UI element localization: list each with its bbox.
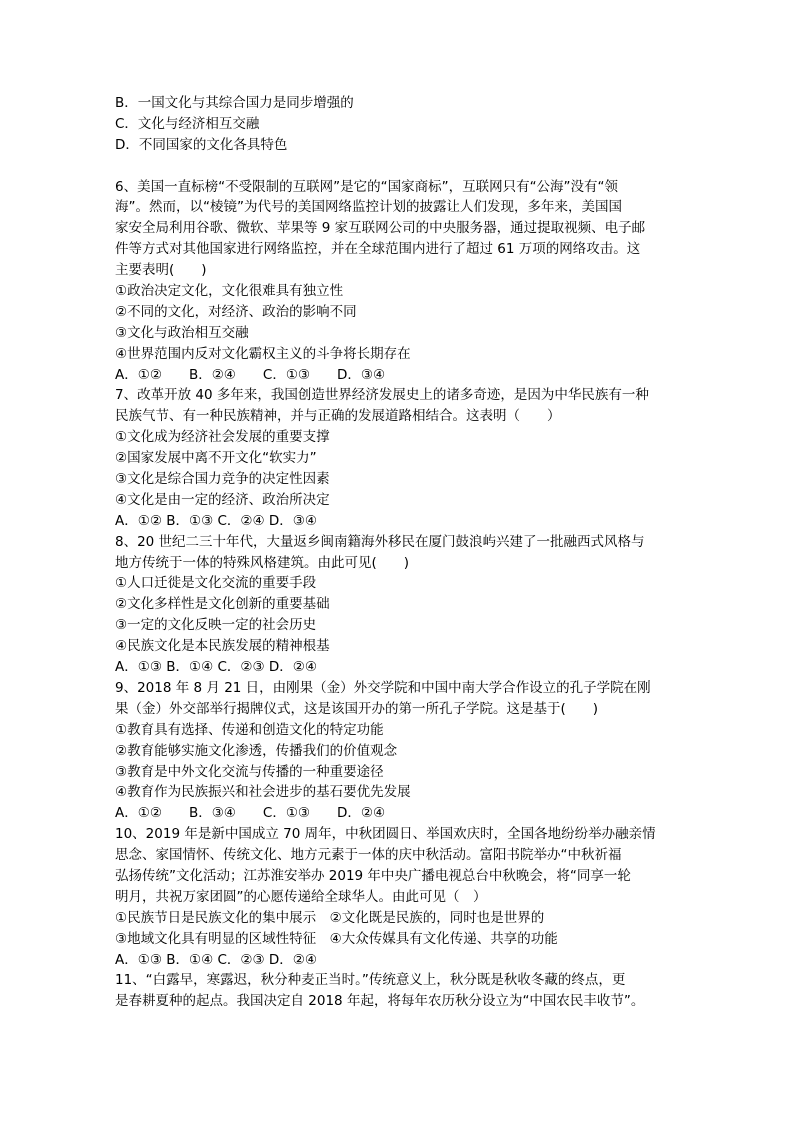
q10-item: ③地域文化具有明显的区域性特征 ④大众传媒具有文化传递、共享的功能 — [115, 930, 558, 947]
q11-stem-line: 11、“白露早，寒露迟，秋分种麦正当时。”传统意义上，秋分既是秋收冬藏的终点，更 — [115, 972, 626, 989]
q7-item: ③文化是综合国力竞争的决定性因素 — [115, 471, 330, 488]
q7-stem-line: 7、改革开放 40 多年来，我国创造世界经济发展史上的诸多奇迹，是因为中华民族有一种 — [115, 387, 649, 404]
q8-stem-line: 地方传统于一体的特殊风格建筑。由此可见( ) — [115, 554, 410, 571]
q6-item: ②不同的文化，对经济、政治的影响不同 — [115, 303, 357, 320]
q9-item: ③教育是中外文化交流与传播的一种重要途径 — [115, 763, 384, 780]
q9-item: ①教育具有选择、传递和创造文化的特定功能 — [115, 721, 384, 738]
q8-item: ③一定的文化反映一定的社会历史 — [115, 617, 317, 634]
q9-item: ②教育能够实施文化渗透，传播我们的价值观念 — [115, 742, 398, 759]
q7-stem-line: 民族气节、有一种民族精神，并与正确的发展道路相结合。这表明（ ） — [115, 408, 561, 425]
q6-stem-line: 主要表明( ) — [115, 262, 207, 279]
q5-option-c: C．文化与经济相互交融 — [115, 115, 260, 132]
q6-stem-line: 6、美国一直标榜“不受限制的互联网”是它的“国家商标”，互联网只有“公海”没有“领 — [115, 178, 619, 195]
q5-option-b: B．一国文化与其综合国力是同步增强的 — [115, 95, 354, 111]
q8-item: ①人口迁徙是文化交流的重要手段 — [115, 575, 317, 592]
q8-item: ④民族文化是本民族发展的精神根基 — [115, 638, 330, 655]
q9-options: A．①② B．③④ C．①③ D．②④ — [115, 805, 386, 822]
q6-stem-line: 家安全局利用谷歌、微软、苹果等 9 家互联网公司的中央服务器，通过提取视频、电子邮 — [115, 220, 646, 237]
q8-item: ②文化多样性是文化创新的重要基础 — [115, 596, 330, 613]
q11-stem-line: 是春耕夏种的起点。我国决定自 2018 年起，将每年农历秋分设立为“中国农民丰收节”。 — [115, 993, 645, 1010]
q7-item: ②国家发展中离不开文化“软实力” — [115, 450, 317, 467]
q8-stem-line: 8、20 世纪二三十年代，大量返乡闽南籍海外移民在厦门鼓浪屿兴建了一批融西式风格与 — [115, 533, 645, 550]
q6-stem-line: 件等方式对其他国家进行网络监控，并在全球范围内进行了超过 61 万项的网络攻击。这 — [115, 241, 641, 258]
q5-option-d: D．不同国家的文化各具特色 — [115, 136, 288, 153]
q6-options: A．①② B．②④ C．①③ D．③④ — [115, 366, 386, 383]
q9-item: ④教育作为民族振兴和社会进步的基石要优先发展 — [115, 784, 411, 801]
q10-stem-line: 弘扬传统”文化活动；江苏淮安举办 2019 年中央广播电视总台中秋晚会，将“同享一轮 — [115, 867, 631, 884]
q6-item: ④世界范围内反对文化霸权主义的斗争将长期存在 — [115, 345, 411, 362]
q7-item: ④文化是由一定的经济、政治所决定 — [115, 491, 330, 508]
spacer — [115, 156, 687, 177]
q10-stem-line: 明月，共祝万家团圆”的心愿传递给全球华人。由此可见（ ） — [115, 888, 487, 905]
q6-item: ①政治决定文化，文化很难具有独立性 — [115, 283, 344, 300]
question-text — [115, 93, 687, 1012]
q10-stem-line: 思念、家国情怀、传统文化、地方元素于一体的庆中秋活动。富阳书院举办“中秋祈福 — [115, 847, 622, 864]
q7-options: A．①② B．①③ C．②④ D．③④ — [115, 512, 318, 529]
q9-stem-line: 果（金）外交部举行揭牌仪式，这是该国开办的第一所孔子学院。这是基于( ) — [115, 700, 599, 717]
q7-item: ①文化成为经济社会发展的重要支撑 — [115, 429, 330, 446]
q10-stem-line: 10、2019 年是新中国成立 70 周年，中秋团圆日、举国欢庆时，全国各地纷纷举办融亲情 — [115, 826, 656, 843]
q10-item: ①民族节日是民族文化的集中展示 ②文化既是民族的，同时也是世界的 — [115, 909, 545, 926]
q6-item: ③文化与政治相互交融 — [115, 324, 249, 341]
q8-options: A．①③ B．①④ C．②③ D．②④ — [115, 659, 318, 676]
q9-stem-line: 9、2018 年 8 月 21 日，由刚果（金）外交学院和中国中南大学合作设立的孔子学院在刚 — [115, 679, 651, 696]
q10-options: A．①③ B．①④ C．②③ D．②④ — [115, 951, 318, 968]
q6-stem-line: 海”。然而，以“棱镜”为代号的美国网络监控计划的披露让人们发现，多年来，美国国 — [115, 199, 622, 216]
